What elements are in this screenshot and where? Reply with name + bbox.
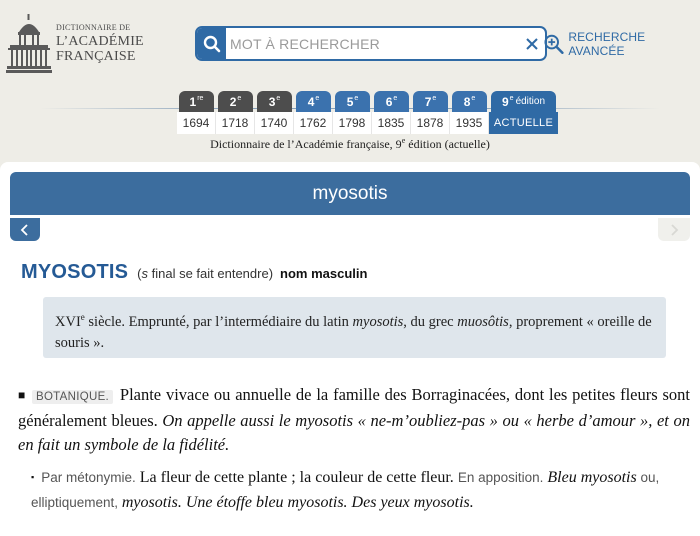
edition-number: 9 <box>501 94 509 109</box>
academie-building-icon <box>6 14 52 76</box>
caption-sup: e <box>401 136 406 145</box>
etym-text-2: , du grec <box>403 313 458 330</box>
previous-word-button[interactable] <box>10 218 40 241</box>
academie-logo[interactable] <box>6 14 144 76</box>
edition-year: 1694 <box>177 112 216 134</box>
advanced-search-link[interactable] <box>543 30 700 58</box>
edition-number: 7 <box>424 94 432 109</box>
definition-text: Plante vivace ou annuelle de la famille des Borraginacées, dont les petites fleurs sont généralement bleues. <box>18 385 690 430</box>
edition-tab-2[interactable] <box>216 91 255 134</box>
edition-sup: e <box>471 95 476 102</box>
edition-tab-6[interactable] <box>372 91 411 134</box>
edition-year: 1762 <box>294 112 333 134</box>
etym-greek: muosôtis <box>457 313 509 330</box>
definition-example: On appelle aussi le myosotis « ne-m’oubliez-pas » ou « herbe d’amour », et on en fait un symbole de la fidélité. <box>18 411 690 454</box>
etymology-box <box>43 297 666 358</box>
edition-current-label: ACTUELLE <box>489 112 558 134</box>
search-button[interactable] <box>197 28 226 59</box>
edition-year: 1718 <box>216 112 255 134</box>
chevron-right-icon <box>669 223 679 237</box>
edition-text: édition <box>515 96 546 107</box>
edition-sup: e <box>509 95 514 102</box>
edition-tab-7[interactable] <box>411 91 450 134</box>
pronunciation-note <box>137 266 273 281</box>
advanced-search-label: RECHERCHE AVANCÉE <box>568 30 646 58</box>
usage-label: Par métonymie. <box>41 470 136 485</box>
word-title-bar <box>10 172 690 215</box>
subdefinition-example-2: myosotis <box>121 494 178 511</box>
edition-tab-8[interactable] <box>450 91 489 134</box>
subdefinition-example-1: Bleu myosotis <box>543 469 637 486</box>
pron-letter: s <box>141 266 149 281</box>
search-input[interactable] <box>230 28 510 59</box>
search-bar <box>195 26 547 61</box>
usage-label-2: En apposition. <box>457 470 544 485</box>
next-word-button[interactable] <box>658 218 690 241</box>
etym-century: XVI <box>55 313 81 330</box>
subdefinition-bullet: ▪ <box>31 472 35 482</box>
edition-tab-4[interactable] <box>294 91 333 134</box>
subdefinition-or: ou, elliptiquement, <box>31 470 660 510</box>
edition-tab-5[interactable] <box>333 91 372 134</box>
edition-number: 4 <box>307 94 315 109</box>
edition-number: 8 <box>463 94 471 109</box>
edition-tabs <box>177 91 558 134</box>
pron-open: ( <box>137 266 142 281</box>
edition-year: 1740 <box>255 112 294 134</box>
edition-year: 1878 <box>411 112 450 134</box>
edition-year: 1798 <box>333 112 372 134</box>
caption-text: Dictionnaire de l’Académie française, 9 <box>210 137 402 151</box>
edition-number: 3 <box>268 94 276 109</box>
edition-caption <box>0 136 700 152</box>
grammatical-category: nom masculin <box>280 266 368 281</box>
edition-sup: e <box>276 95 281 102</box>
logo-line-1: DICTIONNAIRE DE <box>56 23 131 32</box>
pron-rest: final se fait entendre) <box>148 266 274 281</box>
edition-sup: e <box>237 95 242 102</box>
subdefinition-example-3: . Une étoffe bleu myosotis. Des yeux myosotis. <box>177 494 474 511</box>
edition-sup: re <box>197 95 204 102</box>
etym-latin: myosotis <box>352 313 404 330</box>
edition-tab-9-current[interactable] <box>489 91 558 134</box>
edition-number: 1 <box>189 94 197 109</box>
subdefinition-1 <box>31 466 691 515</box>
edition-sup: e <box>393 95 398 102</box>
edition-number: 2 <box>229 94 237 109</box>
chevron-left-icon <box>20 223 30 237</box>
word-title: myosotis <box>312 182 388 204</box>
subdefinition-text: La fleur de cette plante ; la couleur de cette fleur. <box>135 469 458 486</box>
etym-century-sup: e <box>80 312 85 322</box>
logo-line-3: FRANÇAISE <box>56 49 136 64</box>
edition-tab-1[interactable] <box>177 91 216 134</box>
edition-sup: e <box>354 95 359 102</box>
clear-search-button[interactable] <box>523 35 541 53</box>
etym-text-1: siècle. Emprunté, par l’intermédiaire du latin <box>84 313 353 330</box>
close-icon <box>523 35 541 53</box>
logo-line-2: L’ACADÉMIE <box>56 34 144 49</box>
edition-sup: e <box>432 95 437 102</box>
etym-text-3: , proprement « oreille de souris ». <box>55 313 652 351</box>
headword: MYOSOTIS <box>21 261 129 283</box>
logo-text <box>56 24 144 64</box>
domain-label: BOTANIQUE. <box>32 390 113 404</box>
definition-1 <box>18 383 690 457</box>
edition-number: 5 <box>346 94 354 109</box>
edition-sup: e <box>315 95 320 102</box>
edition-number: 6 <box>385 94 393 109</box>
caption-text-end: édition (actuelle) <box>405 137 490 151</box>
advanced-search-icon <box>543 33 564 55</box>
edition-tab-3[interactable] <box>255 91 294 134</box>
entry-heading <box>21 261 367 284</box>
edition-year: 1935 <box>450 112 489 134</box>
definition-bullet: ■ <box>18 388 26 402</box>
search-icon <box>203 35 221 53</box>
edition-year: 1835 <box>372 112 411 134</box>
